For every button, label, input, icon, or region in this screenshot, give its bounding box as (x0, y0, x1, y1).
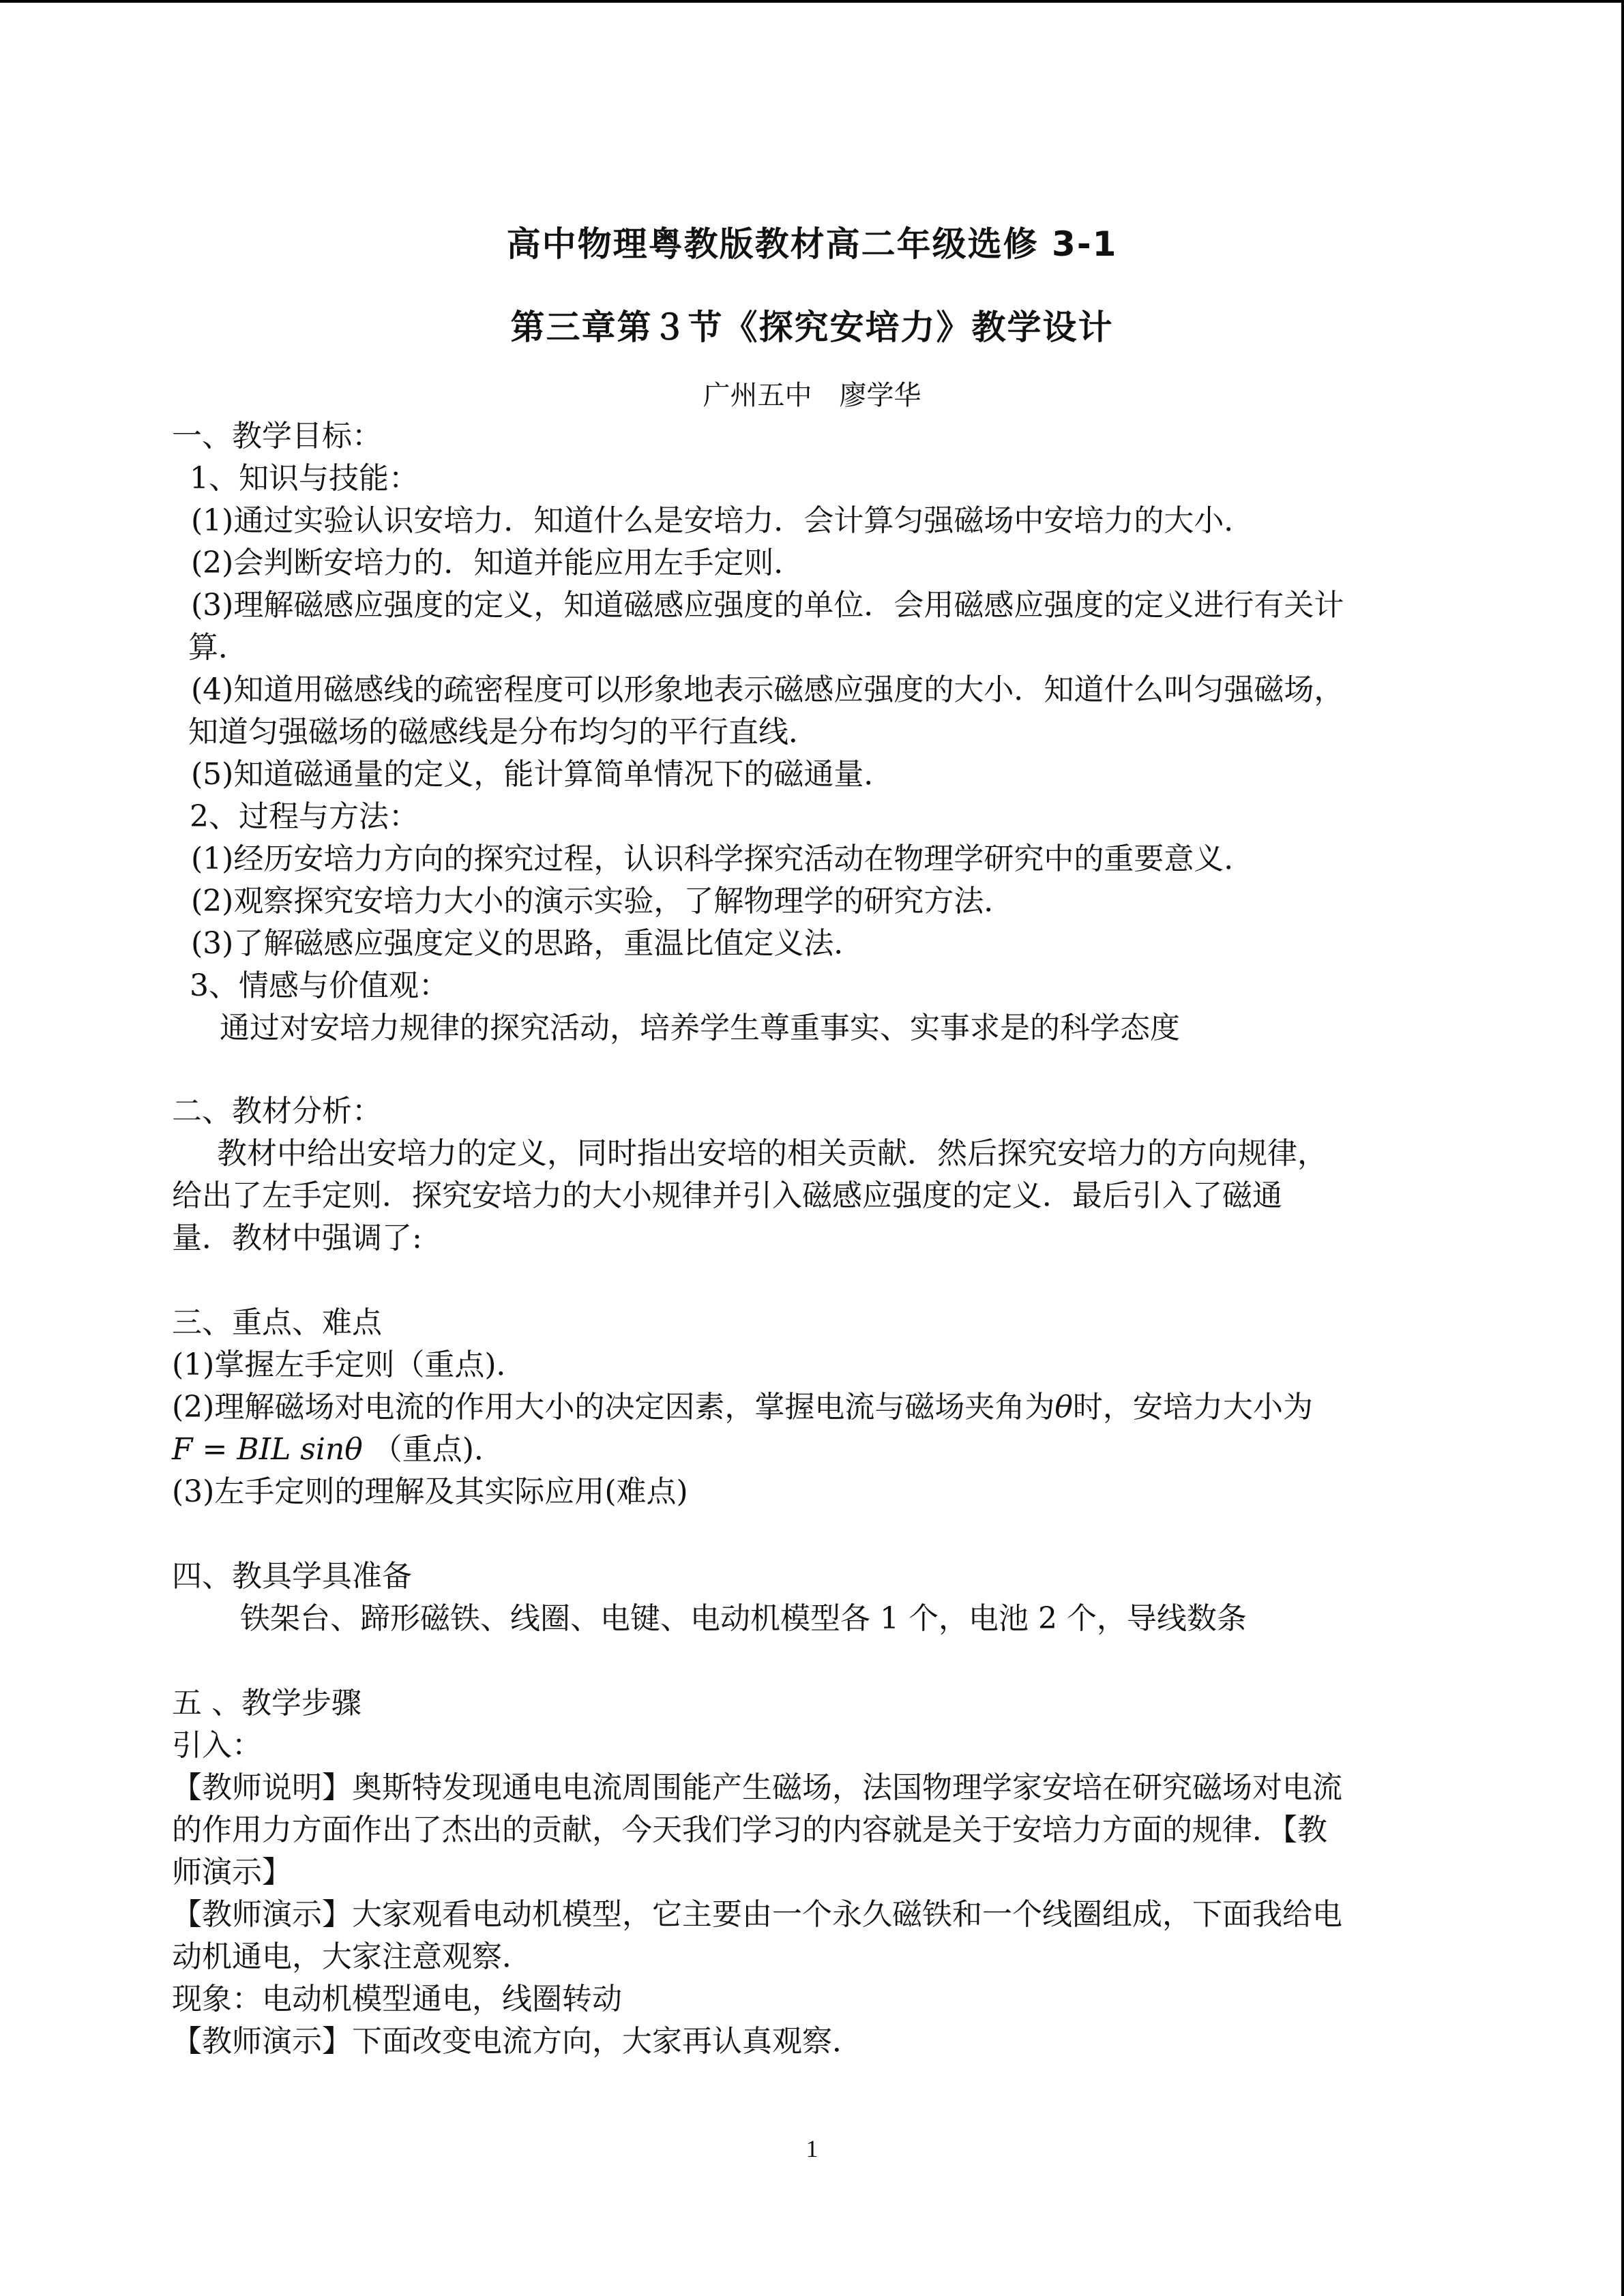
section3-item-1: (1)掌握左手定则（重点)． (172, 1347, 527, 1382)
ampere-force-formula: F = BIL sinθ (172, 1432, 363, 1467)
section5-line6: 现象：电动机模型通电，线圈转动 (172, 1982, 622, 2016)
process-item-1: (1)经历安培力方向的探究过程，认识科学探究活动在物理学研究中的重要意义． (191, 841, 1254, 876)
section3-item-2a-text: (2)理解磁场对电流的作用大小的决定因素，掌握电流与磁场夹角为 (172, 1390, 1055, 1425)
section3-item-2a-tail: 时，安培力大小为 (1072, 1390, 1313, 1425)
section5-heading: 五 、教学步骤 (172, 1686, 361, 1720)
knowledge-item-1: (1)通过实验认识安培力．知道什么是安培力．会计算匀强磁场中安培力的大小． (191, 503, 1254, 538)
section1-knowledge-heading: 1、知识与技能： (190, 461, 419, 496)
page-top-border (0, 0, 1624, 3)
knowledge-item-2: (2)会判断安培力的．知道并能应用左手定则． (191, 546, 804, 580)
section2-para-line3: 量．教材中强调了: (172, 1221, 422, 1255)
knowledge-item-5: (5)知道磁通量的定义，能计算简单情况下的磁通量． (191, 757, 894, 792)
author-line: 广州五中 廖学华 (703, 380, 921, 411)
section5-line3: 师演示】 (172, 1855, 292, 1890)
section3-item-2b-tail: （重点)． (372, 1432, 504, 1467)
section1-process-heading: 2、过程与方法： (190, 799, 419, 834)
section5-line4: 【教师演示】大家观看电动机模型，它主要由一个永久磁铁和一个线圈组成，下面我给电 (172, 1897, 1342, 1932)
section3-heading: 三、重点、难点 (172, 1305, 382, 1340)
process-item-2: (2)观察探究安培力大小的演示实验，了解物理学的研究方法． (191, 884, 1014, 919)
process-item-3: (3)了解磁感应强度定义的思路，重温比值定义法． (191, 926, 864, 961)
section4-heading: 四、教具学具准备 (172, 1559, 412, 1594)
document-title-line2: 第三章第３节《探究安培力》教学设计 (510, 308, 1114, 347)
document-title-line1: 高中物理粤教版教材高二年级选修 3-1 (506, 224, 1118, 264)
section5-line5: 动机通电，大家注意观察． (172, 1939, 532, 1974)
section4-equipment-list: 铁架台、蹄形磁铁、线圈、电键、电动机模型各 1 个，电池 2 个，导线数条 (240, 1601, 1247, 1636)
section2-para-line1: 教材中给出安培力的定义，同时指出安培的相关贡献．然后探究安培力的方向规律， (217, 1136, 1327, 1171)
knowledge-item-4a: (4)知道用磁感线的疏密程度可以形象地表示磁感应强度的大小．知道什么叫匀强磁场， (191, 672, 1344, 707)
theta-symbol: θ (1054, 1390, 1073, 1425)
section5-intro: 引入： (172, 1728, 262, 1763)
section2-heading: 二、教材分析： (172, 1094, 382, 1129)
knowledge-item-4b: 知道匀强磁场的磁感线是分布均匀的平行直线． (188, 715, 818, 749)
section3-item-2b (172, 1429, 504, 1470)
section5-line2: 的作用力方面作出了杰出的贡献，今天我们学习的内容就是关于安培力方面的规律．【教 (172, 1813, 1327, 1847)
section3-item-3: (3)左手定则的理解及其实际应用(难点) (172, 1474, 688, 1509)
knowledge-item-3a: (3)理解磁感应强度的定义，知道磁感应强度的单位．会用磁感应强度的定义进行有关计 (191, 588, 1344, 623)
section2-para-line2: 给出了左手定则．探究安培力的大小规律并引入磁感应强度的定义．最后引入了磁通 (172, 1178, 1282, 1213)
section1-heading: 一、教学目标： (172, 419, 382, 453)
knowledge-item-3b: 算． (188, 630, 248, 665)
section3-item-2a (172, 1387, 1313, 1428)
emotion-item-1: 通过对安培力规律的探究活动，培养学生尊重事实、实事求是的科学态度 (220, 1011, 1180, 1045)
page-number: 1 (806, 2135, 818, 2162)
section5-line1: 【教师说明】奥斯特发现通电电流周围能产生磁场，法国物理学家安培在研究磁场对电流 (172, 1770, 1342, 1805)
section1-emotion-heading: 3、情感与价值观： (190, 968, 449, 1003)
section5-line7: 【教师演示】下面改变电流方向，大家再认真观察． (172, 2024, 862, 2059)
